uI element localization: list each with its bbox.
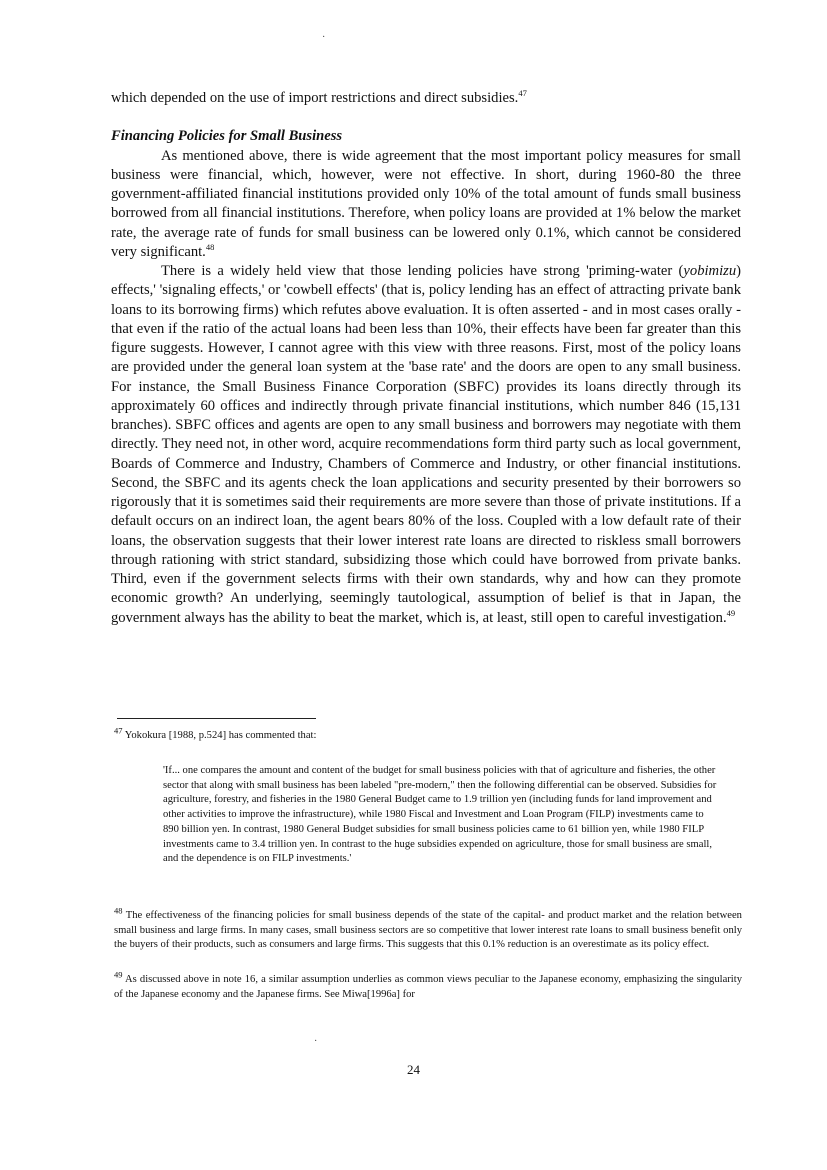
paragraph-continuation: which depended on the use of import restrictions and direct subsidies.$^{47}$ (111, 88, 527, 106)
page-number: 24 (407, 1062, 420, 1077)
footnote-separator (117, 718, 316, 719)
scan-mark: · (314, 1036, 318, 1047)
body-text (111, 89, 741, 628)
footnote-ref-47[interactable]: 47 (518, 88, 527, 99)
footnote-47-quote: 'If... one compares the amount and content of the budget for small business policies with that of agriculture and fisheries, the other sector that along with small business has been labeled "pre-modern," then the following differential can be observed. Subsidies for agriculture, forestry, and fisheries in the 1980 General Budget came to 1.9 trillion yen (including funds for land improvement and other activities to improve the infrastructure), while 1980 Fiscal and Investment and Loan Program (FILP) investments came to 890 billion yen. In contrast, 1980 General Budget subsidies for small business policies came to 61 billion yen, while 1980 FILP investments came to 3.4 trillion yen. In contrast to the huge subsidies expended on agriculture, those for small business are small, and the dependence is on FILP investments.' (163, 765, 717, 865)
section-heading: Financing Policies for Small Business (111, 128, 343, 145)
footnote-48: $^{48}$ The effectiveness of the financing policies for small business depends of the state of the capital- and product market and the relation between small business and large firms. In many cases, small business sectors are so competitive that lower interest rate loans to small business benefit only the buyers of their products, such as consumers and large firms. This suggests that this 0.1% reduction is an overestimate as its policy effect. (114, 905, 742, 951)
footnote-49: $^{49}$ As discussed above in note 16, a similar assumption underlies as common views peculiar to the Japanese economy, emphasizing the singularity of the Japanese economy and the Japanese firms. See Miwa[1996a] for (114, 969, 742, 1000)
paragraph-2: There is a widely held view that those lending policies have strong 'priming-water (yobimizu) effects,' 'signaling effects,' or 'cowbell effects' (that is, policy lending has an effect of attracting private bank loans to its borrowing firms) which refutes above evaluation. It is often asserted - and in most cases orally - that even if the ratio of the actual loans had been less than 10%, their effects have been far greater than this figure suggests. However, I cannot agree with this view with three reasons. First, most of the policy loans are provided under the general loan system at the 'base rate' and the doors are open to any small business. For instance, the Small Business Finance Corporation (SBFC) provides its loans directly through its approximately 60 offices and indirectly through private financial institutions, which number 846 (15,131 branches). SBFC offices and agents are open to any small business and borrowers may negotiate with them directly. They need not, in other word, acquire recommendations form third party such as local government, Boards of Commerce and Industry, Chambers of Commerce and Industry, or other financial institutions. Second, the SBFC and its agents check the loan applications and security presented by their borrowers so rigorously that it is sometimes said their requirements are more severe than those of private institutions. If a default occurs on an indirect loan, the agent bears 80% of the loss. Coupled with a low default rate of their loans, the observation suggests that their lower interest rate loans are directed to riskless small borrowers through rationing with strict standard, subsidizing those which could have borrowed from private banks. Third, even if the government selects firms with their own standards, why and how can they promote economic growth? An underlying, seemingly tautological, assumption of belief is that in Japan, the government always has the ability to beat the market, which is, at least, still open to careful investigation.$^{49}$ (111, 263, 741, 626)
footnote-ref-48[interactable]: 48 (205, 241, 215, 252)
paragraph-1: As mentioned above, there is wide agreement that the most important policy measures for small business were financial, which, however, were not effective. In short, during 1960-80 the three government-affiliated financial institutions provided only 10% of the total amount of funds small business borrowed from all financial institutions. Therefore, when policy loans are provided at 1% below the market rate, the average rate of funds for small business can be lowered only 0.1%, which cannot be considered very significant.$^{48}$ (111, 147, 741, 260)
footnote-ref-49[interactable]: 49 (726, 607, 736, 618)
italic-term: yobimizu (683, 263, 737, 279)
scan-mark: · (322, 32, 326, 43)
footnote-47: $^{47}$ Yokokura [1988, p.524] has commented that: (114, 725, 317, 741)
